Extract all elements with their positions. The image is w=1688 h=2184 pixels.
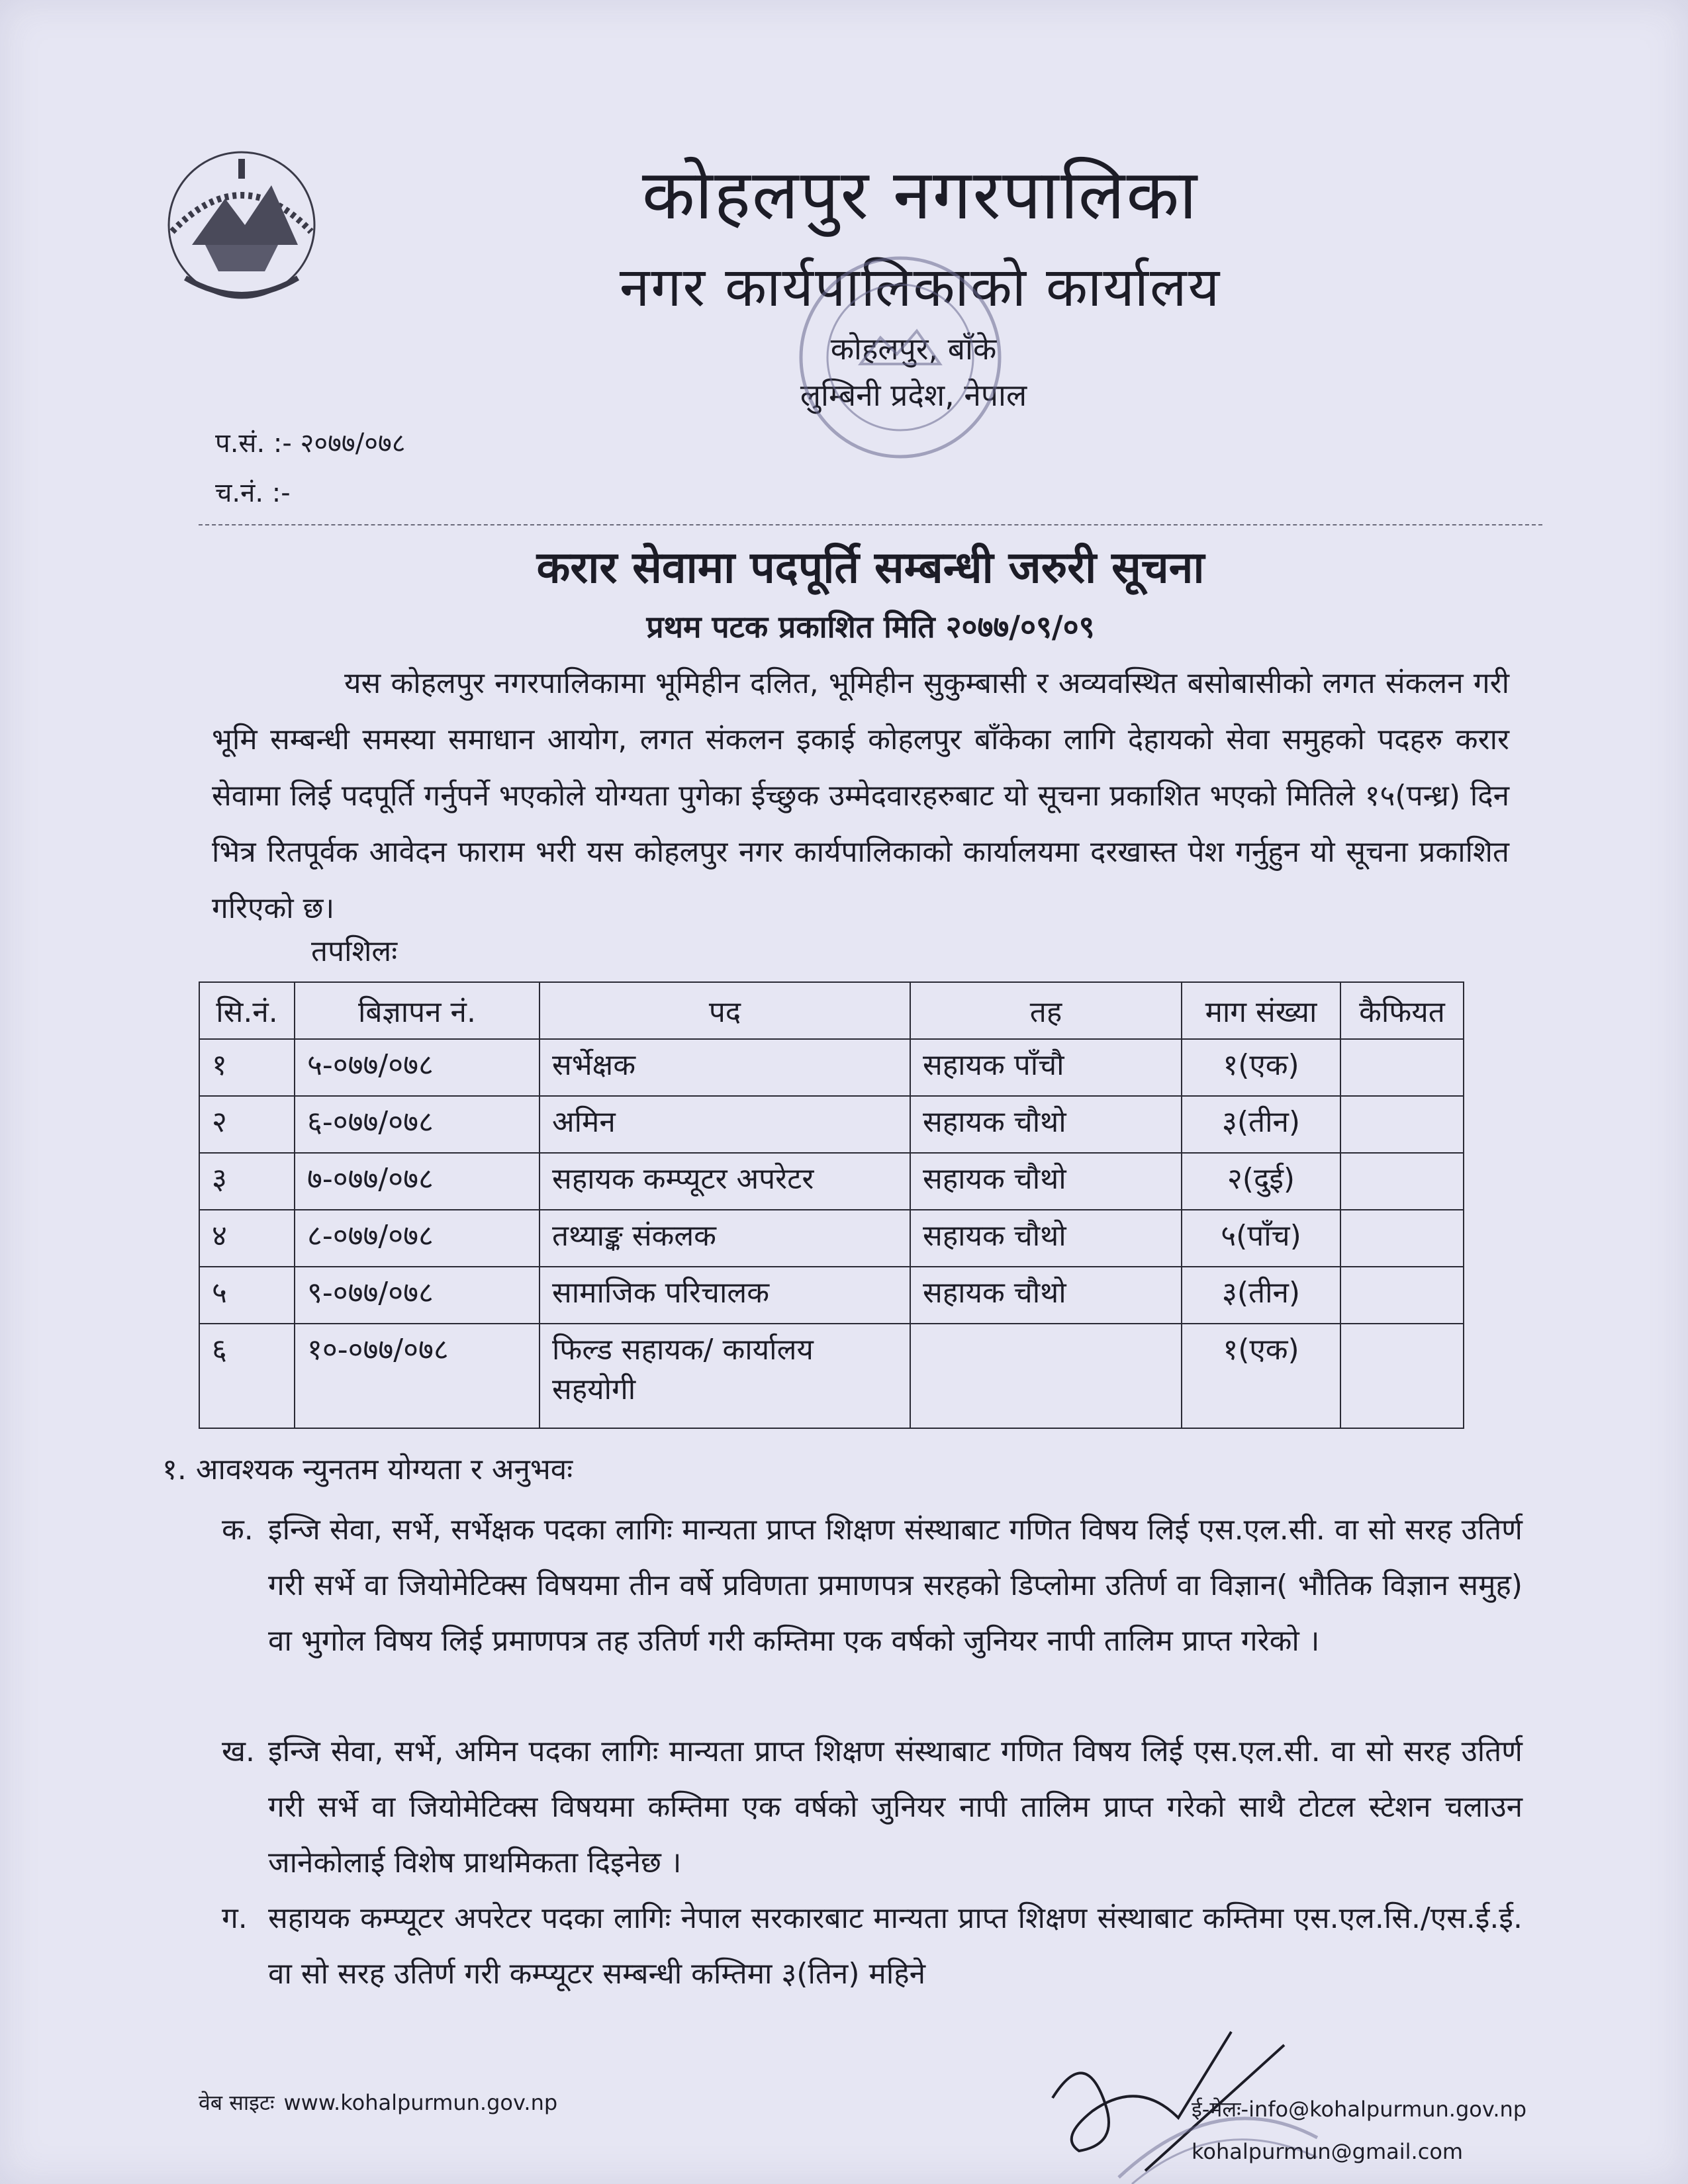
notice-title: करार सेवामा पदपूर्ति सम्बन्धी जरुरी सूचना <box>536 542 1205 593</box>
details-label: तपशिलः <box>311 934 398 968</box>
qualification-item <box>222 1891 1523 2002</box>
remarks-cell <box>1340 1324 1464 1428</box>
qualification-text: इन्जि सेवा, सर्भे, सर्भेक्षक पदका लागिः मान्यता प्राप्त शिक्षण संस्थाबाट गणित विषय लिई एस.एल.सी. वा सो सरह उतिर्ण गरी सर्भे वा जियोमेटिक्स विषयमा तीन वर्षे प्रविणता प्रमाणपत्र सरहको डिप्लोमा उतिर्ण वा विज्ञान( भौतिक विज्ञान समुह) वा भुगोल विषय लिई प्रमाणपत्र तह उतिर्ण गरी कम्तिमा एक वर्षको जुनियर नापी तालिम प्राप्त गरेको । <box>268 1513 1523 1658</box>
qualification-item <box>222 1724 1523 1891</box>
level-cell: सहायक पाँचौ <box>910 1039 1182 1096</box>
ad-number-cell: ९-०७७/०७८ <box>295 1267 539 1324</box>
nepal-emblem-icon <box>146 146 338 311</box>
qualification-text: सहायक कम्प्यूटर अपरेटर पदका लागिः नेपाल सरकारबाट मान्यता प्राप्त शिक्षण संस्थाबाट कम्तिमा एस.एल.सि./एस.ई.ई. वा सो सरह उतिर्ण गरी कम्प्यूटर सम्बन्धी कम्तिमा ३(तिन) महिने <box>268 1901 1523 1991</box>
remarks-cell <box>1340 1210 1464 1267</box>
post-cell: सामाजिक परिचालक <box>539 1267 910 1324</box>
ad-number-cell: १०-०७७/०७८ <box>295 1324 539 1428</box>
address-line-2: लुम्बिनी प्रदेश, नेपाल <box>800 377 1027 413</box>
table-header-row <box>199 982 1464 1039</box>
ad-number-cell: ८-०७७/०७८ <box>295 1210 539 1267</box>
website-label: वेब साइटः <box>199 2090 275 2115</box>
demand-count-cell: १(एक) <box>1182 1039 1340 1096</box>
header-serial: सि.नं. <box>199 982 295 1039</box>
notice-intro-paragraph: यस कोहलपुर नगरपालिकामा भूमिहीन दलित, भूमिहीन सुकुम्बासी र अव्यवस्थित बसोबासीको लगत संकलन गरी भूमि सम्बन्धी समस्या समाधान आयोग, लगत संकलन इकाई कोहलपुर बाँकेका लागि देहायको सेवा समुहको पदहरु करार सेवामा लिई पदपूर्ति गर्नुपर्ने भएकोले योग्यता पुगेका ईच्छुक उम्मेदवारहरुबाट यो सूचना प्रकाशित भएको मितिले १५(पन्ध्र) दिन भित्र रितपूर्वक आवेदन फाराम भरी यस कोहलपुर नगर कार्यपालिकाको कार्यालयमा दरखास्त पेश गर्नुहुन यो सूचना प्रकाशित गरिएको छ। <box>212 666 1509 925</box>
serial-cell: २ <box>199 1096 295 1153</box>
table-row <box>199 1153 1464 1210</box>
post-cell: तथ्याङ्क संकलक <box>539 1210 910 1267</box>
qualification-label: ग. <box>222 1901 248 1935</box>
demand-count-cell: १(एक) <box>1182 1324 1340 1428</box>
header-level: तह <box>910 982 1182 1039</box>
email-link-primary[interactable]: info@kohalpurmun.gov.np <box>1248 2097 1527 2122</box>
remarks-cell <box>1340 1039 1464 1096</box>
email-label: ई-मेलः- <box>1192 2097 1249 2122</box>
qualifications-heading: १. आवश्यक न्युनतम योग्यता र अनुभवः <box>162 1453 573 1486</box>
level-cell: सहायक चौथो <box>910 1096 1182 1153</box>
header-ad-number: बिज्ञापन नं. <box>295 982 539 1039</box>
table-row <box>199 1267 1464 1324</box>
serial-cell: ४ <box>199 1210 295 1267</box>
remarks-cell <box>1340 1267 1464 1324</box>
post-cell: अमिन <box>539 1096 910 1153</box>
qualification-text: इन्जि सेवा, सर्भे, अमिन पदका लागिः मान्यता प्राप्त शिक्षण संस्थाबाट गणित विषय लिई एस.एल.सी. वा सो सरह उतिर्ण गरी सर्भे वा जियोमेटिक्स विषयमा कम्तिमा एक वर्षको जुनियर नापी तालिम प्राप्त गरेको साथै टोटल स्टेशन चलाउन जानेकोलाई विशेष प्राथमिकता दिइनेछ । <box>268 1735 1523 1880</box>
demand-count-cell: ५(पाँच) <box>1182 1210 1340 1267</box>
table-row <box>199 1210 1464 1267</box>
serial-cell: ५ <box>199 1267 295 1324</box>
post-cell: सर्भेक्षक <box>539 1039 910 1096</box>
level-cell: सहायक चौथो <box>910 1153 1182 1210</box>
serial-cell: १ <box>199 1039 295 1096</box>
publication-date: प्रथम पटक प्रकाशित मिति २०७७/०९/०९ <box>646 609 1095 645</box>
office-subtitle: नगर कार्यपालिकाको कार्यालय <box>619 256 1221 319</box>
header-remarks: कैफियत <box>1340 982 1464 1039</box>
level-cell: सहायक चौथो <box>910 1267 1182 1324</box>
level-cell <box>910 1324 1182 1428</box>
vacancy-table <box>199 981 1464 1429</box>
post-cell: फिल्ड सहायक/ कार्यालय सहयोगी <box>539 1324 910 1428</box>
post-cell: सहायक कम्प्यूटर अपरेटर <box>539 1153 910 1210</box>
header-post: पद <box>539 982 910 1039</box>
ad-number-cell: ५-०७७/०७८ <box>295 1039 539 1096</box>
email-link-secondary[interactable]: kohalpurmun@gmail.com <box>1192 2139 1464 2164</box>
table-row <box>199 1324 1464 1428</box>
serial-cell: ६ <box>199 1324 295 1428</box>
header-divider <box>199 524 1542 525</box>
remarks-cell <box>1340 1153 1464 1210</box>
demand-count-cell: ३(तीन) <box>1182 1267 1340 1324</box>
address-line-1: कोहलपुर, बाँके <box>830 331 997 367</box>
dispatch-number: च.नं. :- <box>215 478 291 508</box>
reference-number: प.सं. :- २०७७/०७८ <box>215 428 406 459</box>
header-demand-count: माग संख्या <box>1182 982 1340 1039</box>
demand-count-cell: ३(तीन) <box>1182 1096 1340 1153</box>
ad-number-cell: ७-०७७/०७८ <box>295 1153 539 1210</box>
serial-cell: ३ <box>199 1153 295 1210</box>
municipality-title: कोहलपुर नगरपालिका <box>641 154 1199 235</box>
qualification-item <box>222 1502 1523 1669</box>
website-link[interactable]: www.kohalpurmun.gov.np <box>283 2090 558 2115</box>
table-row <box>199 1039 1464 1096</box>
level-cell: सहायक चौथो <box>910 1210 1182 1267</box>
qualification-label: क. <box>222 1513 254 1547</box>
demand-count-cell: २(दुई) <box>1182 1153 1340 1210</box>
remarks-cell <box>1340 1096 1464 1153</box>
qualification-label: ख. <box>222 1735 255 1768</box>
office-seal-stamp <box>781 238 1019 477</box>
footer-email <box>1192 2088 1526 2173</box>
ad-number-cell: ६-०७७/०७८ <box>295 1096 539 1153</box>
table-row <box>199 1096 1464 1153</box>
footer-website <box>199 2088 567 2116</box>
